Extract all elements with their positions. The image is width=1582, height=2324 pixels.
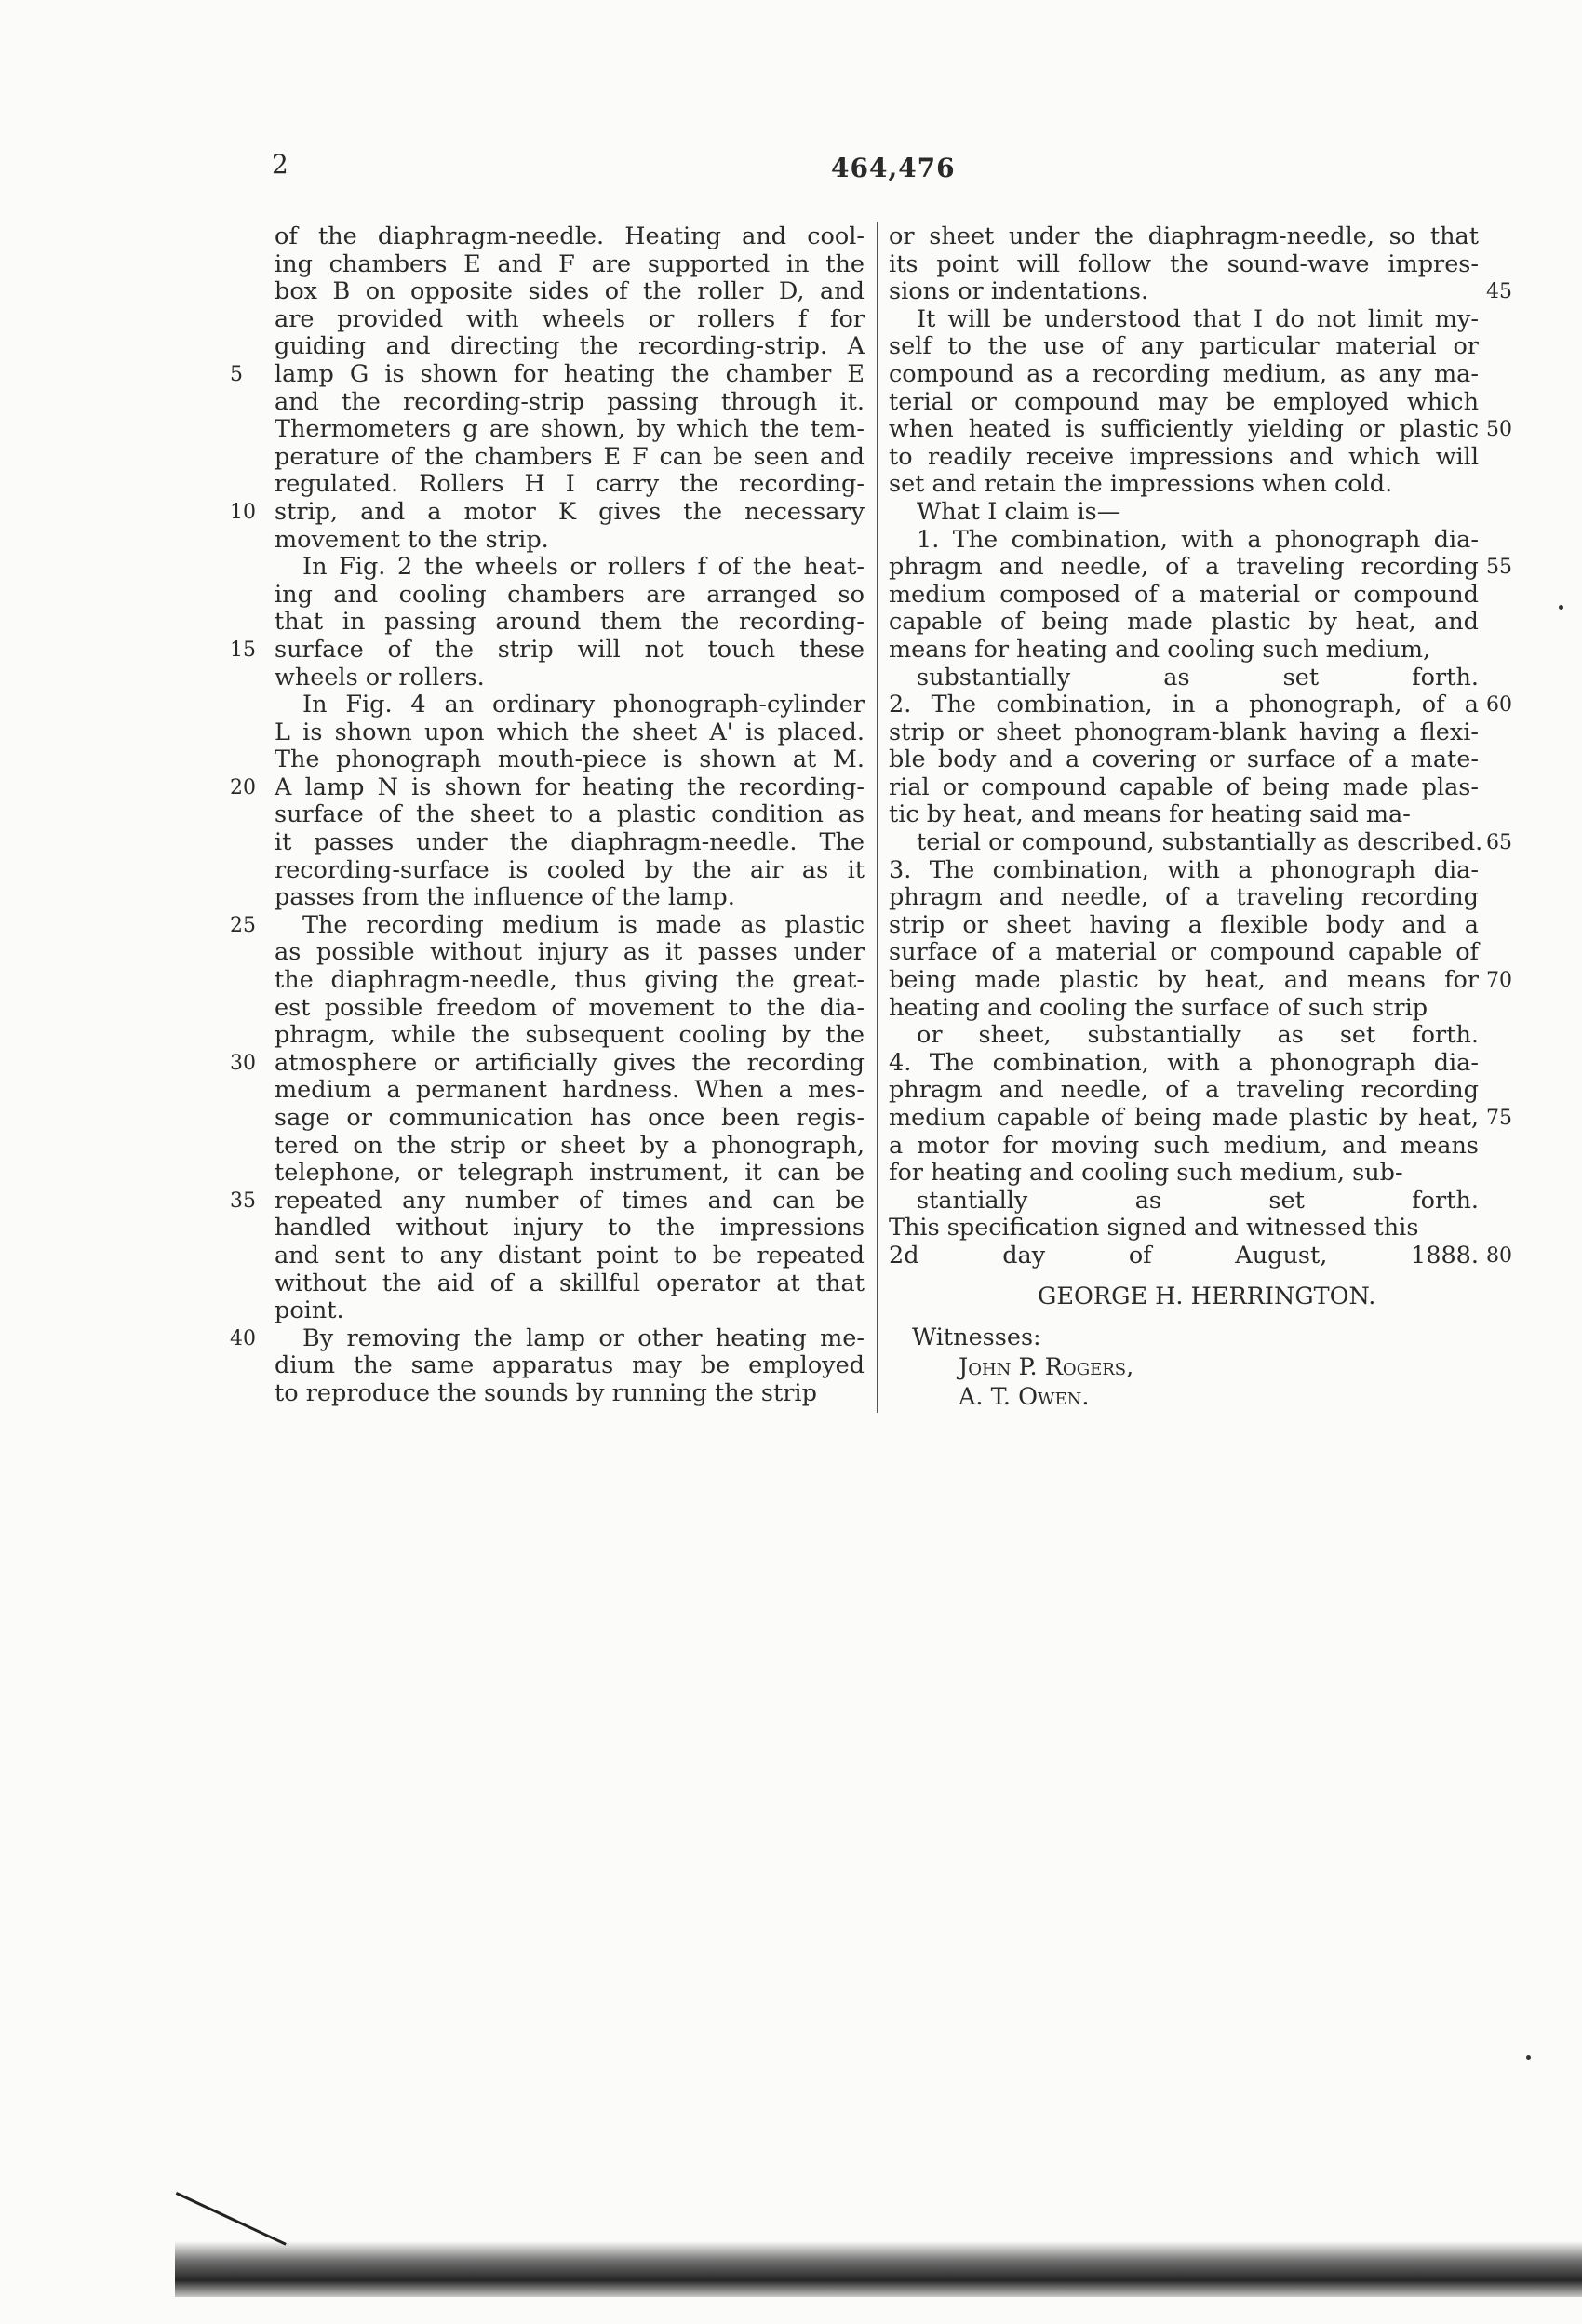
line-text: capable of being made plastic by heat, and [889,608,1479,637]
line-text: 2. The combination, in a phonograph, of a [889,691,1479,719]
line-text: terial or compound may be employed which [889,387,1479,416]
line-text: This specification signed and witnessed this [889,1214,1419,1243]
line-text: repeated any number of times and can be [275,1186,865,1215]
right-column-line [889,719,1479,747]
line-text: substantially as set forth. [917,663,1479,692]
line-number-marker: 5 [230,362,243,386]
right-column-line [889,582,1479,610]
line-text: when heated is sufficiently yielding or plastic [889,415,1479,444]
right-column-line [889,1022,1479,1050]
line-text: phragm and needle, of a traveling recording [889,1076,1479,1105]
line-number-marker: 50 [1486,418,1512,442]
line-text: tered on the strip or sheet by a phonograph, [275,1131,865,1160]
line-text: phragm, while the subsequent cooling by the [275,1021,865,1050]
left-column-line [275,1050,865,1078]
right-column-line [889,828,1483,857]
line-number-marker: 75 [1486,1107,1512,1130]
line-text: recording-surface is cooled by the air as it [275,855,865,884]
line-number-marker: 40 [230,1326,256,1350]
line-text: phragm and needle, of a traveling recording [889,553,1479,582]
line-number-marker: 80 [1486,1243,1512,1268]
column-divider [877,222,878,1413]
line-text: lamp G is shown for heating the chamber E [275,359,865,388]
line-number-marker: 20 [230,775,256,799]
right-column-line [889,912,1479,940]
line-text: 2d day of August, 1888. [889,1241,1479,1269]
line-number-marker: 30 [230,1051,256,1075]
line-text: medium a permanent hardness. When a mes- [275,1076,865,1105]
left-column-line [275,801,865,829]
line-text: as possible without injury as it passes under [275,938,865,967]
scan-speck [1526,2055,1531,2060]
right-column-line [889,223,1479,251]
right-column-line [889,471,1479,499]
left-column-line [275,251,865,279]
right-column-line [889,416,1479,444]
line-text: tic by heat, and means for heating said ma- [889,800,1411,829]
left-column-line [275,361,865,389]
right-column-line [889,1243,1479,1270]
line-text: of the diaphragm-needle. Heating and cool- [275,222,865,250]
left-column-line [275,829,865,857]
right-column-line [889,499,1479,527]
line-text: means for heating and cooling such medium, [889,635,1431,664]
line-text: that in passing around them the recording- [275,608,865,637]
witness-name: A. T. Owen. [959,1382,1090,1411]
line-text: being made plastic by heat, and means for [889,966,1479,995]
right-column-line [889,1133,1479,1161]
line-text: surface of the strip will not touch these [275,635,865,664]
line-text: self to the use of any particular material or [889,332,1479,361]
line-text: stantially as set forth. [917,1186,1479,1215]
right-column-line [889,774,1479,802]
right-column-line [889,692,1479,719]
line-text: perature of the chambers E F can be seen and [275,442,865,471]
scan-speck [1559,605,1563,610]
scan-artifact-edge [175,2241,1582,2297]
line-text: sions or indentations. [889,277,1149,306]
patent-number: 464,476 [831,153,956,183]
line-text: dium the same apparatus may be employed [275,1351,865,1380]
right-column-line [889,1188,1479,1216]
line-text: L is shown upon which the sheet A' is placed. [275,718,865,746]
left-column-line [275,1270,865,1298]
right-column-line [889,995,1479,1023]
left-column-line [275,719,865,747]
witnesses-label: Witnesses: [912,1323,1041,1351]
line-text: to reproduce the sounds by running the strip [275,1378,817,1407]
line-text: compound as a recording medium, as any ma- [889,359,1479,388]
line-text: phragm and needle, of a traveling recording [889,883,1479,912]
right-column-line [889,857,1479,885]
line-text: regulated. Rollers H I carry the recording- [275,470,865,499]
left-column-line [275,665,865,692]
line-text: surface of the sheet to a plastic condition as [275,800,865,829]
right-column-line [889,746,1479,774]
line-text: are provided with wheels or rollers f for [275,304,865,333]
line-text: guiding and directing the recording-strip. A [275,332,865,361]
line-text: without the aid of a skillful operator at that [275,1269,865,1297]
line-text: its point will follow the sound-wave impres- [889,249,1479,278]
page-number: 2 [272,149,288,180]
line-text: to readily receive impressions and which will [889,442,1479,471]
line-text: A lamp N is shown for heating the recording- [275,772,865,801]
line-text: In Fig. 4 an ordinary phonograph-cylinder [302,691,865,719]
right-column [889,222,1512,1412]
left-column-line [275,967,865,995]
right-column-line [889,1050,1479,1078]
line-number-marker: 15 [230,638,256,662]
line-text: ble body and a covering or surface of a mate- [889,746,1479,774]
right-column-line [889,884,1479,912]
left-column-line [275,499,865,527]
left-column-line [275,857,865,885]
line-text: a motor for moving such medium, and means [889,1131,1479,1160]
line-text: strip or sheet phonogram-blank having a flexi- [889,718,1479,746]
line-text: wheels or rollers. [275,663,485,692]
left-column-line [275,637,865,665]
left-column [230,222,865,1408]
left-column-line [275,912,865,940]
line-number-marker: 65 [1486,831,1512,855]
line-text: In Fig. 2 the wheels or rollers f of the heat- [302,553,865,582]
line-number-marker: 55 [1486,556,1512,580]
right-column-line [889,1160,1479,1188]
line-text: it passes under the diaphragm-needle. The [275,828,865,857]
line-text: or sheet, substantially as set forth. [917,1021,1479,1050]
left-column-line [275,1105,865,1133]
line-text: box B on opposite sides of the roller D, and [275,277,865,306]
line-text: handled without injury to the impressions [275,1214,865,1243]
line-text: and sent to any distant point to be repeated [275,1241,865,1269]
right-column-line [889,278,1479,306]
left-column-line [275,1133,865,1161]
scan-artifact-line [176,2192,287,2246]
line-text: 1. The combination, with a phonograph dia- [917,525,1479,554]
line-text: strip, and a motor K gives the necessary [275,497,865,526]
line-text: est possible freedom of movement to the dia- [275,993,865,1022]
line-number-marker: 70 [1486,969,1512,993]
line-text: atmosphere or artificially gives the recording [275,1048,865,1077]
line-text: for heating and cooling such medium, sub- [889,1159,1403,1188]
left-column-line [275,416,865,444]
left-column-line [275,223,865,251]
line-text: ing chambers E and F are supported in the [275,249,865,278]
left-column-line [275,1243,865,1270]
line-text: medium composed of a material or compound [889,580,1479,609]
line-text: What I claim is— [917,497,1121,526]
left-column-line [275,1215,865,1243]
line-number-marker: 60 [1486,693,1512,718]
right-column-line [889,1105,1479,1133]
right-column-line [889,609,1479,637]
line-number-marker: 10 [230,500,256,524]
line-text: surface of a material or compound capable of [889,938,1479,967]
witness-name: John P. Rogers, [959,1352,1134,1381]
right-column-line [889,361,1479,389]
line-text: Thermometers g are shown, by which the tem- [275,415,865,444]
right-column-line [889,637,1479,665]
line-text: sage or communication has once been regis- [275,1104,865,1132]
left-column-line [275,1380,865,1408]
line-text: medium capable of being made plastic by heat, [889,1104,1479,1132]
left-column-line [275,444,865,472]
line-text: set and retain the impressions when cold. [889,470,1393,499]
left-column-line [275,306,865,334]
line-text: 3. The combination, with a phonograph dia- [889,855,1479,884]
left-column-line [275,1352,865,1380]
line-text: passes from the influence of the lamp. [275,883,735,912]
right-column-line [889,444,1479,472]
left-column-line [275,1188,865,1216]
line-number-marker: 35 [230,1189,256,1213]
left-column-line [275,554,865,582]
right-column-line [889,333,1479,361]
line-text: By removing the lamp or other heating me- [302,1323,865,1352]
line-text: It will be understood that I do not limit my- [917,304,1479,333]
right-column-line [889,967,1479,995]
line-text: the diaphragm-needle, thus giving the great- [275,966,865,995]
left-column-line [275,278,865,306]
line-text: rial or compound capable of being made plas- [889,772,1479,801]
line-text: terial or compound, substantially as described. [917,828,1483,857]
left-column-line [275,527,865,555]
line-text: movement to the strip. [275,525,549,554]
line-text: strip or sheet having a flexible body and a [889,910,1479,939]
line-text: heating and cooling the surface of such strip [889,993,1428,1022]
line-text: point. [275,1296,344,1325]
left-column-line [275,774,865,802]
left-column-line [275,692,865,719]
left-column-line [275,939,865,967]
inventor-signature: GEORGE H. HERRINGTON. [1038,1282,1376,1310]
right-column-line [889,306,1479,334]
right-column-line [889,554,1479,582]
left-column-line [275,1325,865,1353]
line-text: The phonograph mouth-piece is shown at M. [275,746,865,774]
left-column-line [275,582,865,610]
line-text: or sheet under the diaphragm-needle, so that [889,222,1479,250]
line-text: and the recording-strip passing through it. [275,387,865,416]
line-text: telephone, or telegraph instrument, it can be [275,1159,865,1188]
left-column-line [275,995,865,1023]
left-column-line [275,389,865,417]
left-column-line [275,1077,865,1105]
line-text: The recording medium is made as plastic [302,910,865,939]
line-number-marker: 25 [230,913,256,937]
line-text: 4. The combination, with a phonograph dia- [889,1048,1479,1077]
line-text: ing and cooling chambers are arranged so [275,580,865,609]
line-number-marker: 45 [1486,280,1512,304]
